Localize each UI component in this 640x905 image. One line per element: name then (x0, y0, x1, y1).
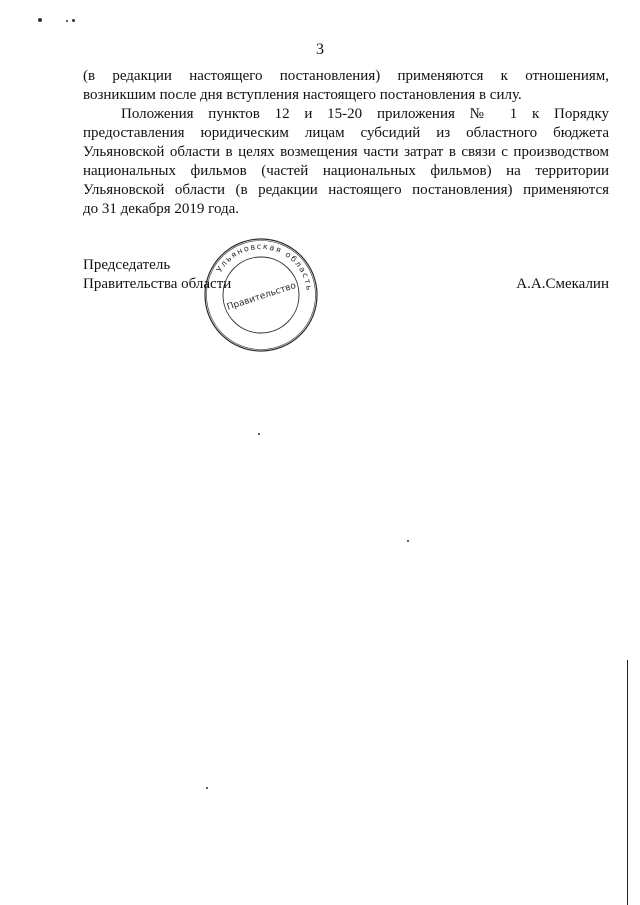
scan-speck (66, 20, 68, 22)
signer-position-line1: Председатель (83, 257, 171, 273)
paragraph-continuation (83, 67, 609, 105)
text-line: предоставления юридическим лицам субсидий из областного бюджета (83, 125, 609, 141)
scan-speck (72, 19, 75, 22)
signature-block (83, 256, 609, 294)
text-line: Ульяновской области (в редакции настоящего постановления) применяются (83, 182, 609, 198)
text-line: национальных фильмов (частей национальных фильмов) на территории (83, 163, 609, 179)
scan-speck (258, 433, 260, 435)
text-line: Ульяновской области в целях возмещения части затрат в связи с производством (83, 144, 609, 160)
paragraph-provisions (83, 105, 609, 219)
scan-edge-line (627, 660, 628, 905)
text-line: Положения пунктов 12 и 15-20 приложения № 1 к Порядку (121, 106, 609, 122)
scan-speck (407, 540, 409, 542)
seal-ring-text: Ульяновская область (214, 241, 314, 293)
text-line: (в редакции настоящего постановления) применяются к отношениям, (83, 68, 609, 84)
scan-speck (206, 787, 208, 789)
text-line: до 31 декабря 2019 года. (83, 201, 240, 217)
signer-name: А.А.Смекалин (516, 276, 609, 292)
scan-speck (38, 18, 42, 22)
text-line: возникшим после дня вступления настоящего постановления в силу. (83, 87, 522, 103)
signer-position-line2: Правительства области (83, 276, 232, 292)
official-seal (203, 237, 319, 353)
page-number: 3 (316, 41, 324, 58)
seal-center-text: Правительство (225, 281, 298, 313)
